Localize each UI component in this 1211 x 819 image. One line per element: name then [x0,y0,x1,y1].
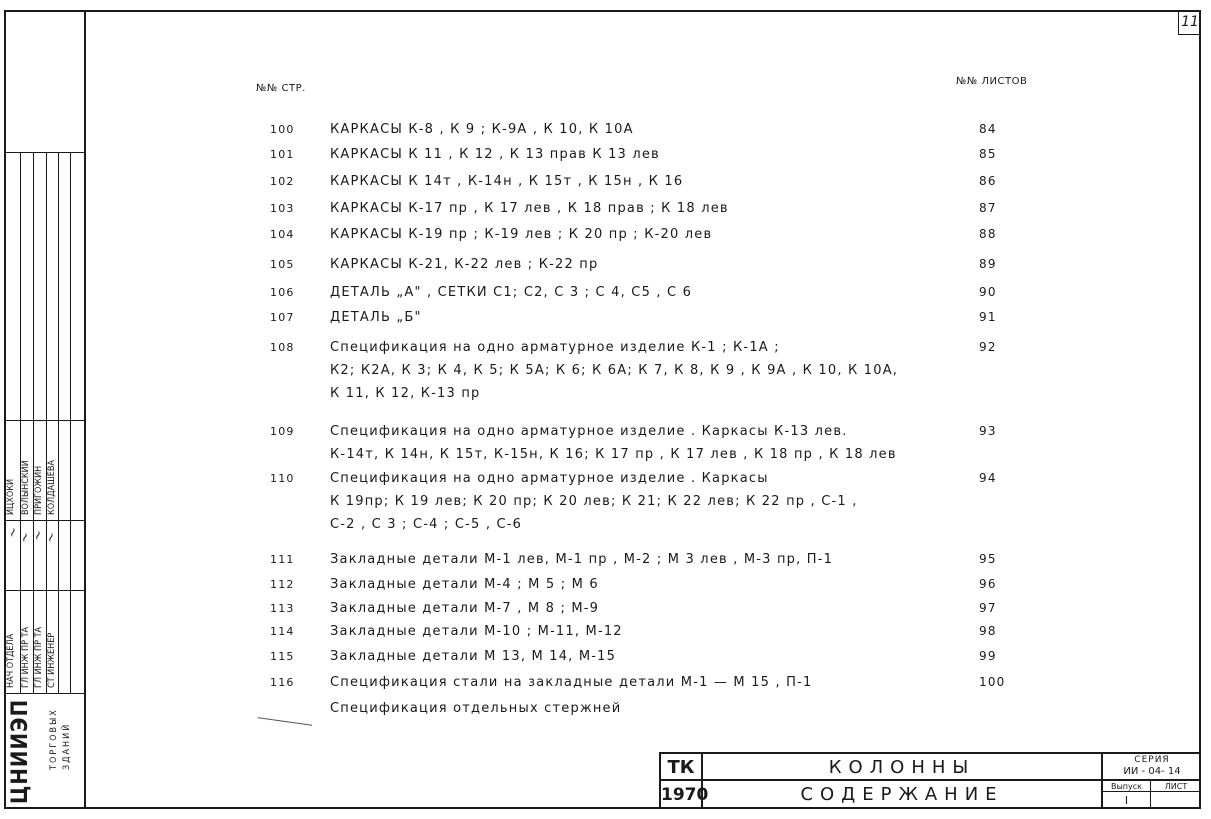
description-cell [330,281,970,304]
sheet-label: ЛИСТ [1151,782,1201,792]
sheet-number-cell: 86 [979,174,997,188]
sheet-number-cell: 90 [979,285,997,299]
description-line: КАРКАСЫ К 14т , К-14н , К 15т , К 15н , К 16 [330,174,684,189]
series-label: СЕРИЯ [1134,755,1170,765]
page-number-cell: 108 [270,341,295,354]
description-line: Закладные детали М 13, М 14, М-15 [330,649,617,664]
page-number-cell: 103 [270,202,295,215]
description-line: Спецификация на одно арматурное изделие К-1 ; К-1А ; [330,340,780,355]
description-cell [330,573,970,596]
page-number-cell: 109 [270,425,295,438]
page-number-cell: 106 [270,286,295,299]
page-number-cell: 100 [270,123,295,136]
description-line: КАРКАСЫ К-17 пр , К 17 лев , К 18 прав ; К 18 лев [330,201,729,216]
org-sub-1: ТОРГОВЫХ [49,708,59,770]
page-number-cell: 110 [270,472,295,485]
description-cell [330,420,970,466]
description-cell [330,467,970,536]
name-1: ИЦХОКИ [6,478,16,515]
description-line: К 11, К 12, К-13 пр [330,386,481,401]
description-cell [330,336,970,405]
description-cell [330,306,970,329]
description-line: ДЕТАЛЬ „А" , СЕТКИ С1; С2, С 3 ; С 4, С5 , С 6 [330,285,693,300]
sheet-number-cell: 94 [979,471,997,485]
issue-value: I [1124,794,1129,807]
role-4: СТ ИНЖЕНЕР [47,632,57,688]
signature-1: ~ [4,524,23,541]
sheet-number-cell: 97 [979,601,997,615]
sheet-number-cell: 89 [979,257,997,271]
sheet-number-cell: 85 [979,147,997,161]
description-cell [330,197,970,220]
title-block [659,752,1201,809]
sheet-number-cell: 91 [979,310,997,324]
description-cell [330,118,970,141]
name-3: ПРИГОЖИН [34,465,44,515]
role-2: ГЛ ИНЖ ПР ТА [21,626,31,688]
org-sub-2: ЗДАНИЙ [62,722,72,770]
sheet-number-cell: 84 [979,122,997,136]
description-line: КАРКАСЫ К-8 , К 9 ; К-9А , К 10, К 10А [330,122,634,137]
description-line: Спецификация стали на закладные детали М-1 — М 15 , П-1 [330,675,813,690]
page-number-cell: 114 [270,625,295,638]
sheet-number-cell: 93 [979,424,997,438]
title-code: ТК [661,754,703,781]
strip-divider-bottom [4,693,86,694]
description-line: Закладные детали М-10 ; М-11, М-12 [330,624,623,639]
description-line: Спецификация отдельных стержней [330,701,622,716]
sheet-number-cell: 88 [979,227,997,241]
sheet-number-cell: 100 [979,675,1006,689]
issue-cell [1101,781,1151,809]
description-line: С-2 , С 3 ; С-4 ; С-5 , С-6 [330,517,523,532]
role-3: ГЛ ИНЖ ПР ТА [34,626,44,688]
series-cell [1101,754,1201,781]
description-line: К 19пр; К 19 лев; К 20 пр; К 20 лев; К 21; К 22 лев; К 22 пр , С-1 , [330,494,858,509]
page-number-cell: 102 [270,175,295,188]
description-cell [330,170,970,193]
description-cell [330,223,970,246]
sheet-cell [1151,781,1201,809]
name-4: КОЛДАШЕВА [47,460,57,515]
sheet-number-cell: 99 [979,649,997,663]
role-1: НАЧ ОТДЕЛА [6,633,16,688]
page-number-cell: 111 [270,553,295,566]
description-line: ДЕТАЛЬ „Б" [330,310,422,325]
page-number: 11 [1178,10,1201,35]
signature-2: ~ [16,529,35,546]
sheet-number-cell: 98 [979,624,997,638]
description-line: Спецификация на одно арматурное изделие . Каркасы К-13 лев. [330,424,848,439]
sheet-number-cell: 96 [979,577,997,591]
page-number-cell: 107 [270,311,295,324]
description-cell [330,253,970,276]
description-line: КАРКАСЫ К-19 пр ; К-19 лев ; К 20 пр ; К-20 лев [330,227,713,242]
description-line: Спецификация на одно арматурное изделие . Каркасы [330,471,769,486]
page-number-cell: 101 [270,148,295,161]
header-page-numbers: №№ СТР. [256,83,306,94]
description-cell [330,597,970,620]
description-line: Закладные детали М-4 ; М 5 ; М 6 [330,577,599,592]
page-number-cell: 112 [270,578,295,591]
description-line: К-14т, К 14н, К 15т, К-15н, К 16; К 17 пр , К 17 лев , К 18 пр , К 18 лев [330,447,897,462]
sheet-number-cell: 87 [979,201,997,215]
signature-4: ~ [42,529,61,546]
page-number-cell: 116 [270,676,295,689]
description-line: Закладные детали М-7 , М 8 ; М-9 [330,601,600,616]
header-sheet-numbers: №№ ЛИСТОВ [956,76,1028,87]
page-number-cell: 113 [270,602,295,615]
name-2: ВОЛЫНСКИЙ [21,460,31,515]
description-cell [330,671,970,694]
description-cell [330,645,970,668]
description-cell [330,143,970,166]
doc-subtitle: СОДЕРЖАНИЕ [800,784,1004,805]
description-line: КАРКАСЫ К-21, К-22 лев ; К-22 пр [330,257,599,272]
page-number-cell: 105 [270,258,295,271]
title-year: 1970 [661,781,703,809]
issue-label: Выпуск [1103,782,1150,792]
description-line: К2; К2А, К 3; К 4, К 5; К 5А; К 6; К 6А; К 7, К 8, К 9 , К 9А , К 10, К 10А, [330,363,899,378]
description-cell [330,548,970,571]
org-name: ЦНИИЭП [8,698,33,804]
series-value: ИИ - 04- 14 [1123,766,1181,777]
page-number-cell: 115 [270,650,295,663]
signature-3: ~ [29,527,48,544]
page-number-cell: 104 [270,228,295,241]
sheet-number-cell: 95 [979,552,997,566]
sheet-number-cell: 92 [979,340,997,354]
description-line: КАРКАСЫ К 11 , К 12 , К 13 прав К 13 лев [330,147,660,162]
description-cell [330,697,970,720]
description-line: Закладные детали М-1 лев, М-1 пр , М-2 ; М 3 лев , М-3 пр, П-1 [330,552,834,567]
description-cell [330,620,970,643]
doc-title: КОЛОННЫ [703,754,1101,781]
